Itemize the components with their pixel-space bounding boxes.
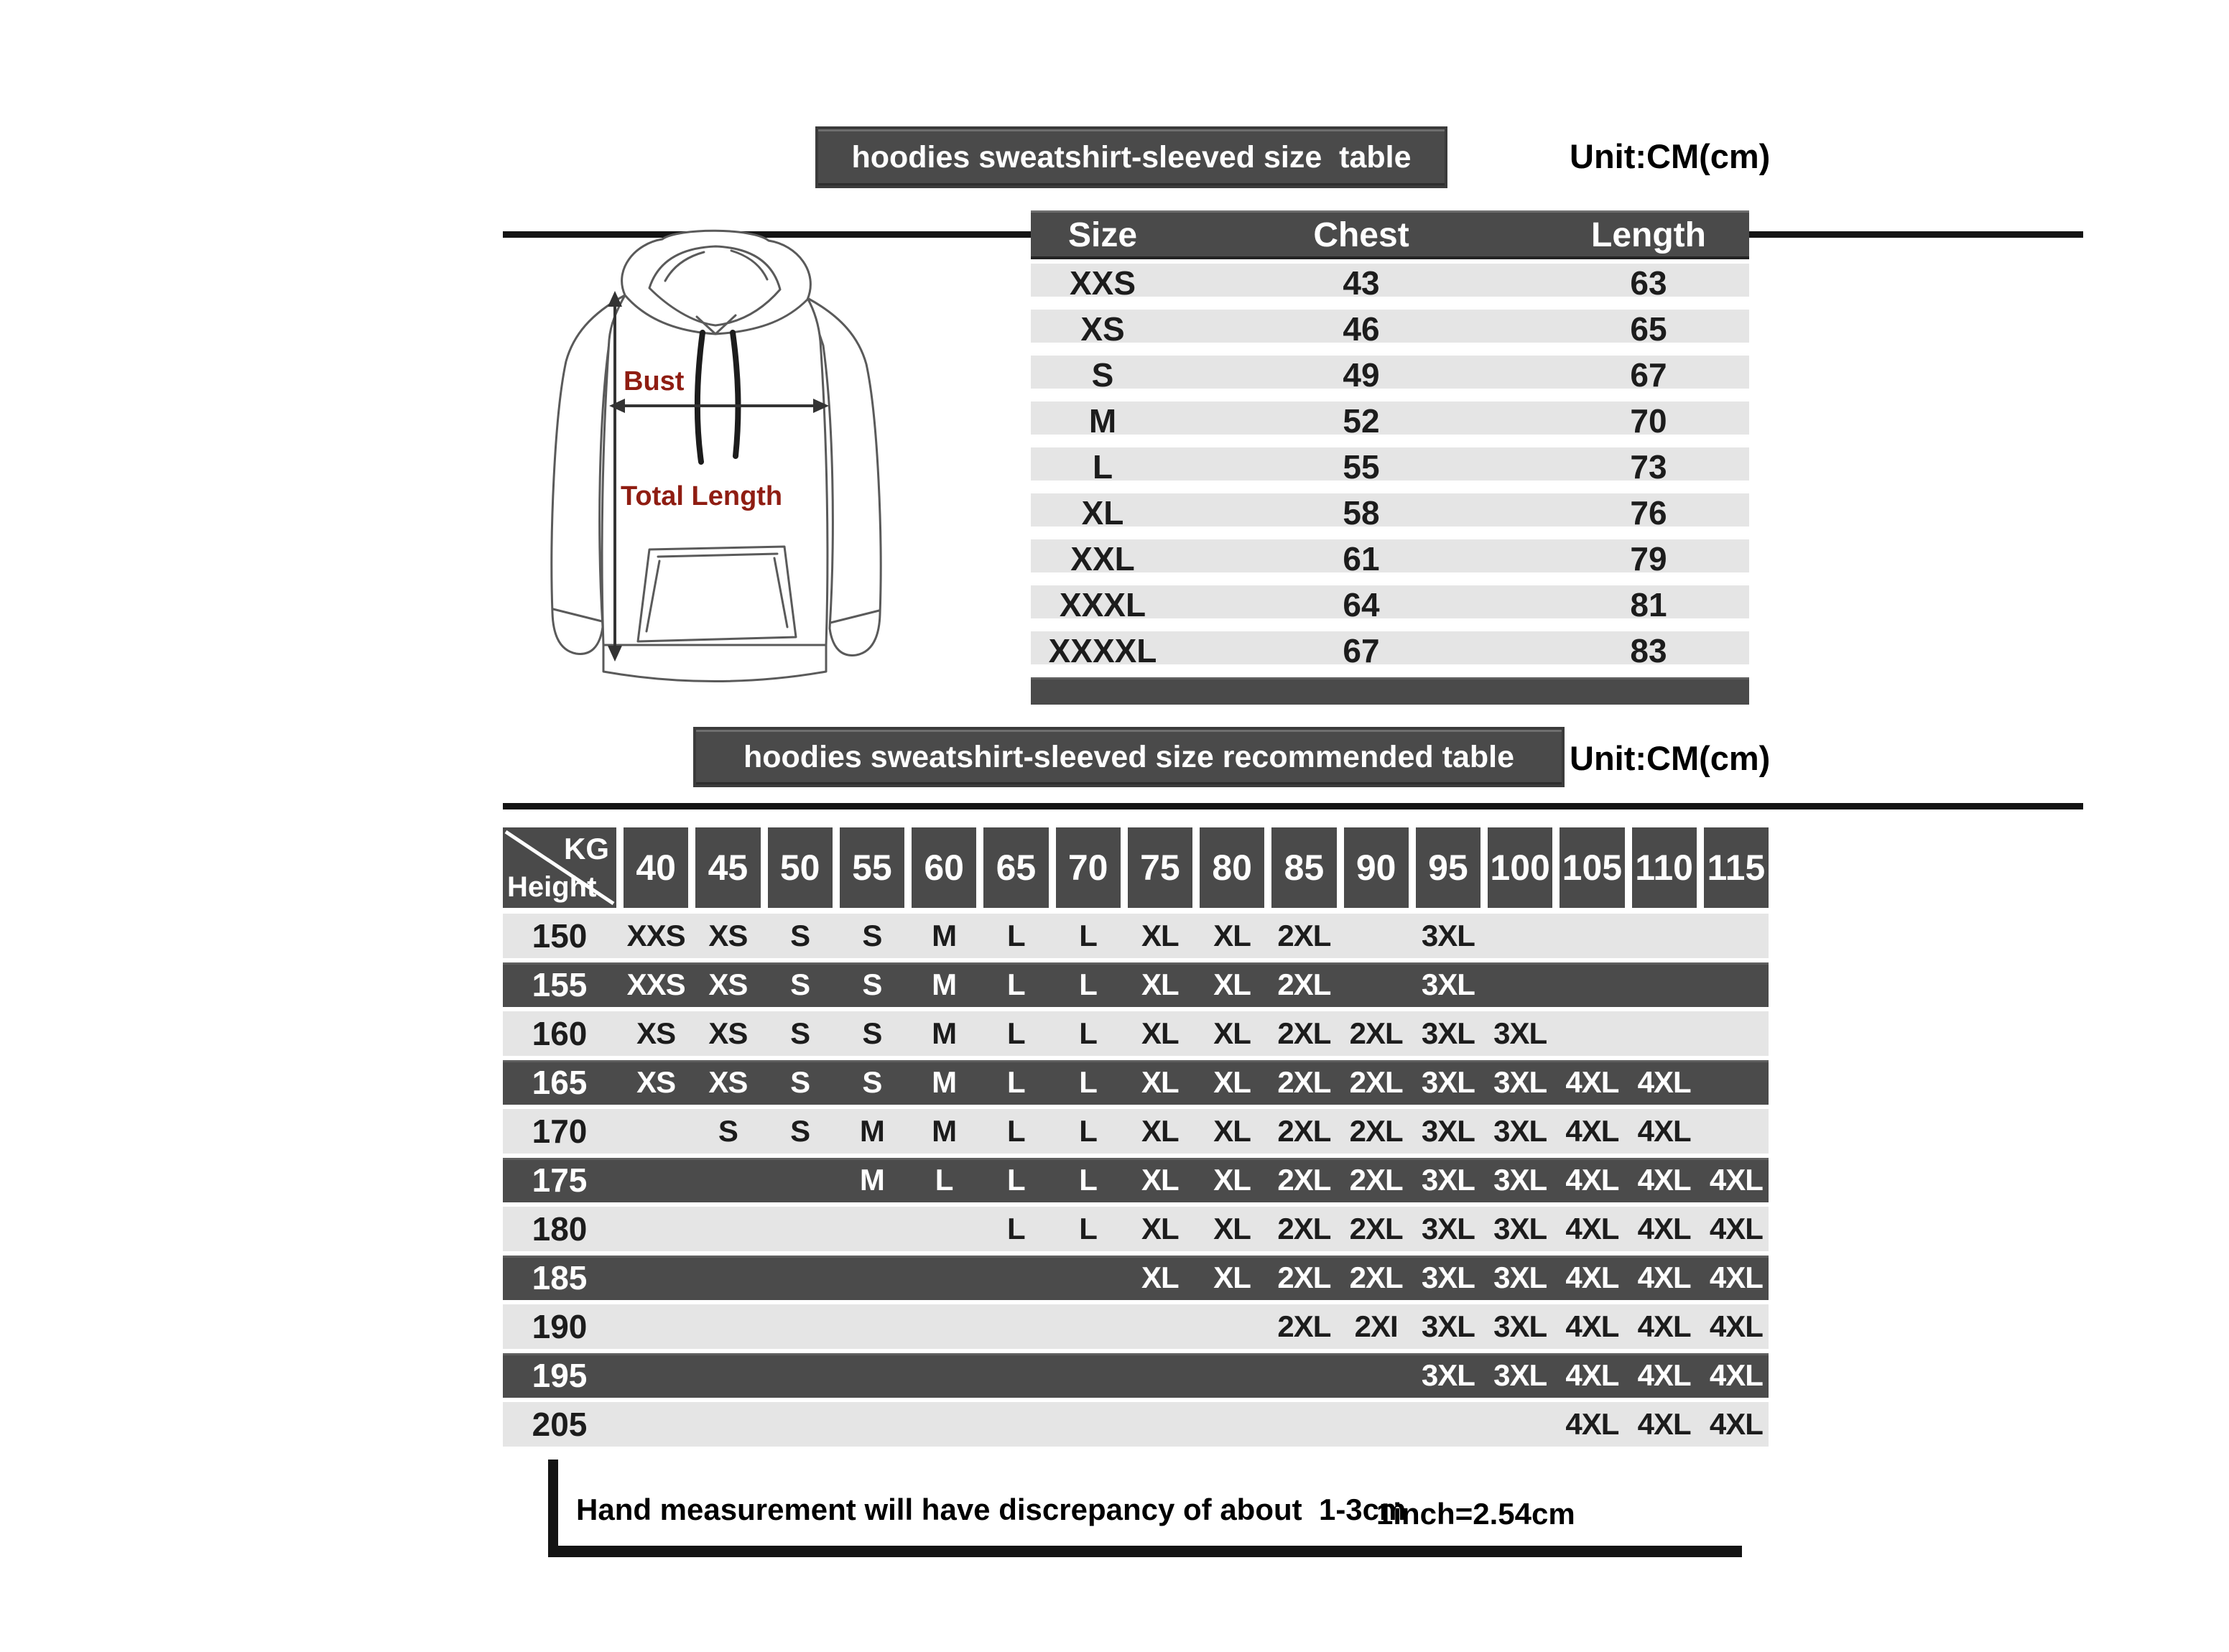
- matrix-row: [503, 1060, 1769, 1105]
- matrix-cell: 2XL: [1277, 1309, 1331, 1343]
- matrix-cell: S: [862, 967, 882, 1001]
- weight-header-cell: 80: [1200, 827, 1264, 908]
- matrix-cell: [624, 1256, 688, 1300]
- weight-header-cell: 100: [1488, 827, 1552, 908]
- matrix-cell: L: [1007, 1065, 1025, 1099]
- chest-value: 49: [1343, 356, 1380, 394]
- footnote-text: Hand measurement will have discrepancy of about 1-3cm: [576, 1493, 1407, 1526]
- matrix-cell: [983, 1304, 1048, 1349]
- length-value: 83: [1630, 632, 1667, 669]
- recommended-title: hoodies sweatshirt-sleeved size recommended table: [743, 739, 1514, 774]
- matrix-cell: XL: [1213, 1163, 1251, 1197]
- length-value: 67: [1630, 356, 1667, 394]
- matrix-cell: 4XL: [1709, 1261, 1763, 1294]
- size-table-row: [1031, 402, 1749, 440]
- matrix-cell: XL: [1141, 1065, 1179, 1099]
- matrix-cell: M: [932, 919, 957, 952]
- matrix-cell: 4XL: [1565, 1358, 1619, 1392]
- weight-header-cell: 60: [912, 827, 976, 908]
- matrix-cell: XXS: [626, 919, 685, 952]
- matrix-cell: 3XL: [1493, 1065, 1547, 1099]
- matrix-row: [503, 1256, 1769, 1300]
- matrix-cell: [1271, 1353, 1336, 1398]
- size-table-footer-bar: [1031, 677, 1749, 705]
- length-value: 79: [1630, 540, 1667, 577]
- matrix-cell: [1200, 1353, 1264, 1398]
- matrix-cell: [695, 1304, 760, 1349]
- matrix-cell: XXS: [626, 967, 685, 1001]
- inch-conversion: 1inch=2.54cm: [1376, 1497, 1575, 1531]
- matrix-cell: 2XL: [1277, 1114, 1331, 1148]
- matrix-cell: [1560, 962, 1624, 1007]
- matrix-cell: [695, 1353, 760, 1398]
- matrix-cell: [768, 1353, 833, 1398]
- corner-height-label: Height: [507, 871, 597, 903]
- matrix-cell: XL: [1141, 919, 1179, 952]
- chest-value: 55: [1343, 448, 1380, 486]
- matrix-cell: 4XL: [1565, 1114, 1619, 1148]
- matrix-cell: M: [859, 1163, 884, 1197]
- height-label: 155: [532, 966, 588, 1003]
- matrix-cell: 4XL: [1637, 1358, 1691, 1392]
- chest-value: 61: [1343, 540, 1380, 577]
- bust-label: Bust: [624, 366, 685, 396]
- weight-header-cell: 85: [1271, 827, 1336, 908]
- matrix-cell: [840, 1353, 904, 1398]
- height-label: 190: [532, 1308, 588, 1345]
- weight-header-cell: 75: [1128, 827, 1192, 908]
- matrix-cell: 4XL: [1709, 1358, 1763, 1392]
- matrix-row: [503, 1109, 1769, 1154]
- matrix-cell: 4XL: [1565, 1212, 1619, 1245]
- height-label: 175: [532, 1161, 588, 1199]
- matrix-cell: [912, 1402, 976, 1447]
- matrix-cell: 2XL: [1349, 1261, 1403, 1294]
- matrix-cell: XS: [708, 967, 748, 1001]
- matrix-row: [503, 1207, 1769, 1251]
- matrix-cell: M: [932, 967, 957, 1001]
- matrix-cell: 4XL: [1637, 1261, 1691, 1294]
- matrix-cell: 3XL: [1493, 1016, 1547, 1050]
- matrix-row: [503, 1158, 1769, 1202]
- size-recommendation-matrix: [503, 827, 1769, 1451]
- matrix-cell: L: [935, 1163, 953, 1197]
- matrix-cell: [1704, 1109, 1769, 1154]
- matrix-cell: 3XL: [1421, 1016, 1475, 1050]
- matrix-cell: XL: [1213, 1016, 1251, 1050]
- matrix-cell: XL: [1141, 967, 1179, 1001]
- matrix-row: [503, 1402, 1769, 1447]
- matrix-cell: 2XL: [1349, 1114, 1403, 1148]
- matrix-cell: 4XL: [1709, 1163, 1763, 1197]
- height-label: 170: [532, 1113, 588, 1150]
- chest-value: 64: [1343, 586, 1380, 623]
- total-length-label: Total Length: [621, 481, 783, 511]
- matrix-cell: 2XL: [1277, 1212, 1331, 1245]
- matrix-cell: XL: [1213, 967, 1251, 1001]
- matrix-cell: [912, 1304, 976, 1349]
- matrix-cell: M: [932, 1065, 957, 1099]
- matrix-cell: XL: [1141, 1114, 1179, 1148]
- matrix-cell: [1488, 914, 1552, 958]
- matrix-rows: [503, 914, 1769, 1447]
- matrix-cell: [1128, 1402, 1192, 1447]
- matrix-cell: [768, 1402, 833, 1447]
- matrix-cell: [912, 1256, 976, 1300]
- matrix-cell: [1344, 1402, 1409, 1447]
- length-value: 65: [1630, 310, 1667, 348]
- matrix-cell: [1632, 914, 1697, 958]
- chest-value: 67: [1343, 632, 1380, 669]
- matrix-cell: S: [862, 1065, 882, 1099]
- matrix-cell: XL: [1141, 1016, 1179, 1050]
- matrix-cell: [1128, 1353, 1192, 1398]
- weight-header-cell: 50: [768, 827, 833, 908]
- matrix-cell: XS: [636, 1016, 676, 1050]
- matrix-cell: 3XL: [1421, 1309, 1475, 1343]
- length-value: 70: [1630, 402, 1667, 440]
- matrix-cell: 4XL: [1565, 1407, 1619, 1441]
- height-label: 150: [532, 917, 588, 955]
- matrix-cell: [1704, 1060, 1769, 1105]
- matrix-cell: [1560, 1011, 1624, 1056]
- size-value: XL: [1081, 494, 1124, 532]
- matrix-cell: [1056, 1304, 1121, 1349]
- matrix-cell: [1056, 1256, 1121, 1300]
- matrix-cell: 4XL: [1709, 1212, 1763, 1245]
- matrix-cell: [1200, 1402, 1264, 1447]
- hem-band: [603, 645, 826, 682]
- matrix-cell: [840, 1207, 904, 1251]
- matrix-cell: [1128, 1304, 1192, 1349]
- matrix-cell: [1560, 914, 1624, 958]
- matrix-row: [503, 1353, 1769, 1398]
- matrix-cell: L: [1007, 1163, 1025, 1197]
- size-value: XXXL: [1059, 586, 1146, 623]
- matrix-cell: [912, 1353, 976, 1398]
- matrix-cell: [840, 1304, 904, 1349]
- matrix-cell: [768, 1304, 833, 1349]
- matrix-cell: XL: [1213, 1114, 1251, 1148]
- size-table-row: [1031, 493, 1749, 532]
- matrix-cell: L: [1079, 1212, 1097, 1245]
- size-table-row: [1031, 264, 1749, 302]
- matrix-cell: XL: [1213, 1261, 1251, 1294]
- matrix-cell: 4XL: [1637, 1309, 1691, 1343]
- weight-header-cell: 90: [1344, 827, 1409, 908]
- size-value: XXS: [1069, 264, 1136, 302]
- matrix-row: [503, 962, 1769, 1007]
- matrix-cell: [624, 1109, 688, 1154]
- matrix-cell: [624, 1158, 688, 1202]
- matrix-cell: XL: [1213, 1065, 1251, 1099]
- matrix-cell: 4XL: [1637, 1407, 1691, 1441]
- matrix-cell: M: [859, 1114, 884, 1148]
- matrix-cell: S: [790, 1114, 810, 1148]
- matrix-cell: [1416, 1402, 1480, 1447]
- height-label: 180: [532, 1210, 588, 1248]
- weight-header-cell: 40: [624, 827, 688, 908]
- matrix-corner: [503, 827, 616, 908]
- corner-kg-label: KG: [564, 832, 609, 866]
- matrix-cell: [983, 1353, 1048, 1398]
- weight-header-cell: 110: [1632, 827, 1697, 908]
- matrix-cell: [1344, 962, 1409, 1007]
- size-table-title: hoodies sweatshirt-sleeved size table: [851, 139, 1412, 175]
- matrix-row: [503, 914, 1769, 958]
- length-value: 73: [1630, 448, 1667, 486]
- matrix-cell: 3XL: [1493, 1261, 1547, 1294]
- matrix-cell: [983, 1256, 1048, 1300]
- size-table-row: [1031, 310, 1749, 348]
- matrix-row: [503, 1304, 1769, 1349]
- size-table-row: [1031, 356, 1749, 394]
- matrix-cell: [768, 1256, 833, 1300]
- size-value: L: [1092, 448, 1113, 486]
- matrix-cell: [1056, 1402, 1121, 1447]
- matrix-cell: [768, 1158, 833, 1202]
- matrix-cell: XL: [1141, 1212, 1179, 1245]
- matrix-cell: [624, 1402, 688, 1447]
- chest-value: 46: [1343, 310, 1380, 348]
- height-label: 165: [532, 1064, 588, 1101]
- matrix-cell: XS: [708, 1016, 748, 1050]
- height-label: 160: [532, 1015, 588, 1052]
- matrix-cell: M: [932, 1114, 957, 1148]
- header-length: Length: [1591, 215, 1706, 254]
- matrix-cell: 3XL: [1421, 1212, 1475, 1245]
- matrix-cell: 2XL: [1277, 1163, 1331, 1197]
- matrix-cell: 3XL: [1421, 1163, 1475, 1197]
- matrix-cell: 3XL: [1421, 967, 1475, 1001]
- matrix-cell: [1488, 1402, 1552, 1447]
- divider-line-2: [503, 803, 2083, 809]
- matrix-cell: 2XL: [1277, 919, 1331, 952]
- size-table-row: [1031, 539, 1749, 577]
- matrix-cell: M: [932, 1016, 957, 1050]
- hoodie-diagram: [516, 221, 918, 695]
- matrix-cell: L: [1007, 967, 1025, 1001]
- matrix-cell: 4XL: [1637, 1212, 1691, 1245]
- matrix-cell: [624, 1304, 688, 1349]
- matrix-cell: S: [718, 1114, 738, 1148]
- matrix-cell: S: [862, 1016, 882, 1050]
- matrix-cell: [768, 1207, 833, 1251]
- height-label: 195: [532, 1357, 588, 1394]
- matrix-cell: 3XL: [1421, 1065, 1475, 1099]
- matrix-cell: L: [1007, 1016, 1025, 1050]
- matrix-cell: XS: [708, 919, 748, 952]
- matrix-cell: 4XL: [1709, 1309, 1763, 1343]
- matrix-cell: 3XL: [1421, 1261, 1475, 1294]
- matrix-cell: S: [790, 1016, 810, 1050]
- matrix-cell: XL: [1141, 1261, 1179, 1294]
- length-value: 81: [1630, 586, 1667, 623]
- weight-header-cell: 45: [695, 827, 760, 908]
- height-label: 185: [532, 1259, 588, 1296]
- matrix-cell: XS: [636, 1065, 676, 1099]
- matrix-cell: 2XL: [1277, 1261, 1331, 1294]
- matrix-cell: [1704, 914, 1769, 958]
- matrix-cell: [1056, 1353, 1121, 1398]
- header-size: Size: [1067, 215, 1138, 254]
- size-table-row: [1031, 447, 1749, 486]
- size-table-row: [1031, 631, 1749, 669]
- matrix-cell: L: [1007, 919, 1025, 952]
- weight-header-cell: 65: [983, 827, 1048, 908]
- size-value: XS: [1080, 310, 1125, 348]
- matrix-cell: 4XL: [1637, 1114, 1691, 1148]
- matrix-cell: 3XL: [1493, 1358, 1547, 1392]
- matrix-row: [503, 1011, 1769, 1056]
- matrix-cell: [1271, 1402, 1336, 1447]
- size-table-rows: [1031, 264, 1749, 669]
- matrix-cell: 4XL: [1637, 1163, 1691, 1197]
- header-chest: Chest: [1313, 215, 1409, 254]
- matrix-cell: 3XL: [1421, 1358, 1475, 1392]
- matrix-cell: 4XL: [1637, 1065, 1691, 1099]
- matrix-cell: 2XL: [1277, 1016, 1331, 1050]
- matrix-cell: 2XL: [1349, 1163, 1403, 1197]
- weight-header-cell: 55: [840, 827, 904, 908]
- matrix-cell: 2XL: [1277, 1065, 1331, 1099]
- height-label: 205: [532, 1406, 588, 1443]
- pocket: [638, 547, 796, 641]
- matrix-cell: L: [1079, 1114, 1097, 1148]
- matrix-cell: 4XL: [1565, 1261, 1619, 1294]
- chest-value: 43: [1343, 264, 1380, 302]
- matrix-cell: [983, 1402, 1048, 1447]
- chest-value: 58: [1343, 494, 1380, 532]
- matrix-cell: [695, 1402, 760, 1447]
- matrix-cell: L: [1079, 1163, 1097, 1197]
- matrix-cell: L: [1079, 967, 1097, 1001]
- weight-header-cell: 95: [1416, 827, 1480, 908]
- chest-value: 52: [1343, 402, 1380, 440]
- matrix-cell: 4XL: [1709, 1407, 1763, 1441]
- matrix-cell: [1488, 962, 1552, 1007]
- matrix-cell: 3XL: [1493, 1114, 1547, 1148]
- matrix-cell: [912, 1207, 976, 1251]
- matrix-cell: [695, 1158, 760, 1202]
- size-table-row: [1031, 585, 1749, 623]
- matrix-cell: [1632, 1011, 1697, 1056]
- matrix-cell: 4XL: [1565, 1065, 1619, 1099]
- matrix-header: [503, 827, 1769, 908]
- matrix-cell: XS: [708, 1065, 748, 1099]
- matrix-cell: 3XL: [1421, 1114, 1475, 1148]
- matrix-cell: 4XL: [1565, 1163, 1619, 1197]
- matrix-cell: 2XL: [1277, 967, 1331, 1001]
- matrix-cell: [624, 1353, 688, 1398]
- matrix-cell: [1704, 1011, 1769, 1056]
- matrix-cell: 2XL: [1349, 1065, 1403, 1099]
- matrix-cell: 3XL: [1421, 919, 1475, 952]
- size-table: [1031, 210, 1749, 705]
- size-value: XXXXL: [1048, 632, 1157, 669]
- weight-header-cell: 105: [1560, 827, 1624, 908]
- unit-label-2: Unit:CM(cm): [1570, 739, 1771, 777]
- recommended-title-bar: [693, 727, 1565, 787]
- footnote-accent-bar: [548, 1460, 558, 1557]
- matrix-cell: L: [1079, 919, 1097, 952]
- matrix-cell: L: [1079, 1016, 1097, 1050]
- size-value: S: [1091, 356, 1114, 394]
- matrix-cell: 2XL: [1349, 1016, 1403, 1050]
- matrix-cell: [695, 1207, 760, 1251]
- matrix-cell: S: [862, 919, 882, 952]
- length-value: 76: [1630, 494, 1667, 532]
- size-table-title-bar: [815, 126, 1447, 188]
- matrix-cell: 2XI: [1354, 1309, 1398, 1343]
- length-value: 63: [1630, 264, 1667, 302]
- matrix-cell: XL: [1213, 1212, 1251, 1245]
- size-value: XXL: [1070, 540, 1135, 577]
- matrix-cell: [840, 1256, 904, 1300]
- matrix-cell: L: [1007, 1114, 1025, 1148]
- matrix-cell: 3XL: [1493, 1163, 1547, 1197]
- matrix-cell: S: [790, 967, 810, 1001]
- matrix-cell: [1632, 962, 1697, 1007]
- unit-label-1: Unit:CM(cm): [1570, 137, 1771, 175]
- matrix-cell: 3XL: [1493, 1309, 1547, 1343]
- matrix-cell: [840, 1402, 904, 1447]
- matrix-cell: 2XL: [1349, 1212, 1403, 1245]
- weight-header-cell: 115: [1704, 827, 1769, 908]
- matrix-cell: [1344, 1353, 1409, 1398]
- matrix-cell: 3XL: [1493, 1212, 1547, 1245]
- matrix-cell: [1344, 914, 1409, 958]
- matrix-cell: [1200, 1304, 1264, 1349]
- weight-header-cell: 70: [1056, 827, 1121, 908]
- matrix-cell: 4XL: [1565, 1309, 1619, 1343]
- matrix-cell: [1704, 962, 1769, 1007]
- matrix-cell: XL: [1141, 1163, 1179, 1197]
- matrix-cell: S: [790, 1065, 810, 1099]
- matrix-cell: S: [790, 919, 810, 952]
- matrix-cell: XL: [1213, 919, 1251, 952]
- matrix-cell: L: [1079, 1065, 1097, 1099]
- footnote-underline: [548, 1546, 1742, 1557]
- matrix-cell: L: [1007, 1212, 1025, 1245]
- matrix-cell: [695, 1256, 760, 1300]
- matrix-cell: [624, 1207, 688, 1251]
- size-value: M: [1088, 402, 1117, 440]
- size-table-header: [1031, 210, 1749, 259]
